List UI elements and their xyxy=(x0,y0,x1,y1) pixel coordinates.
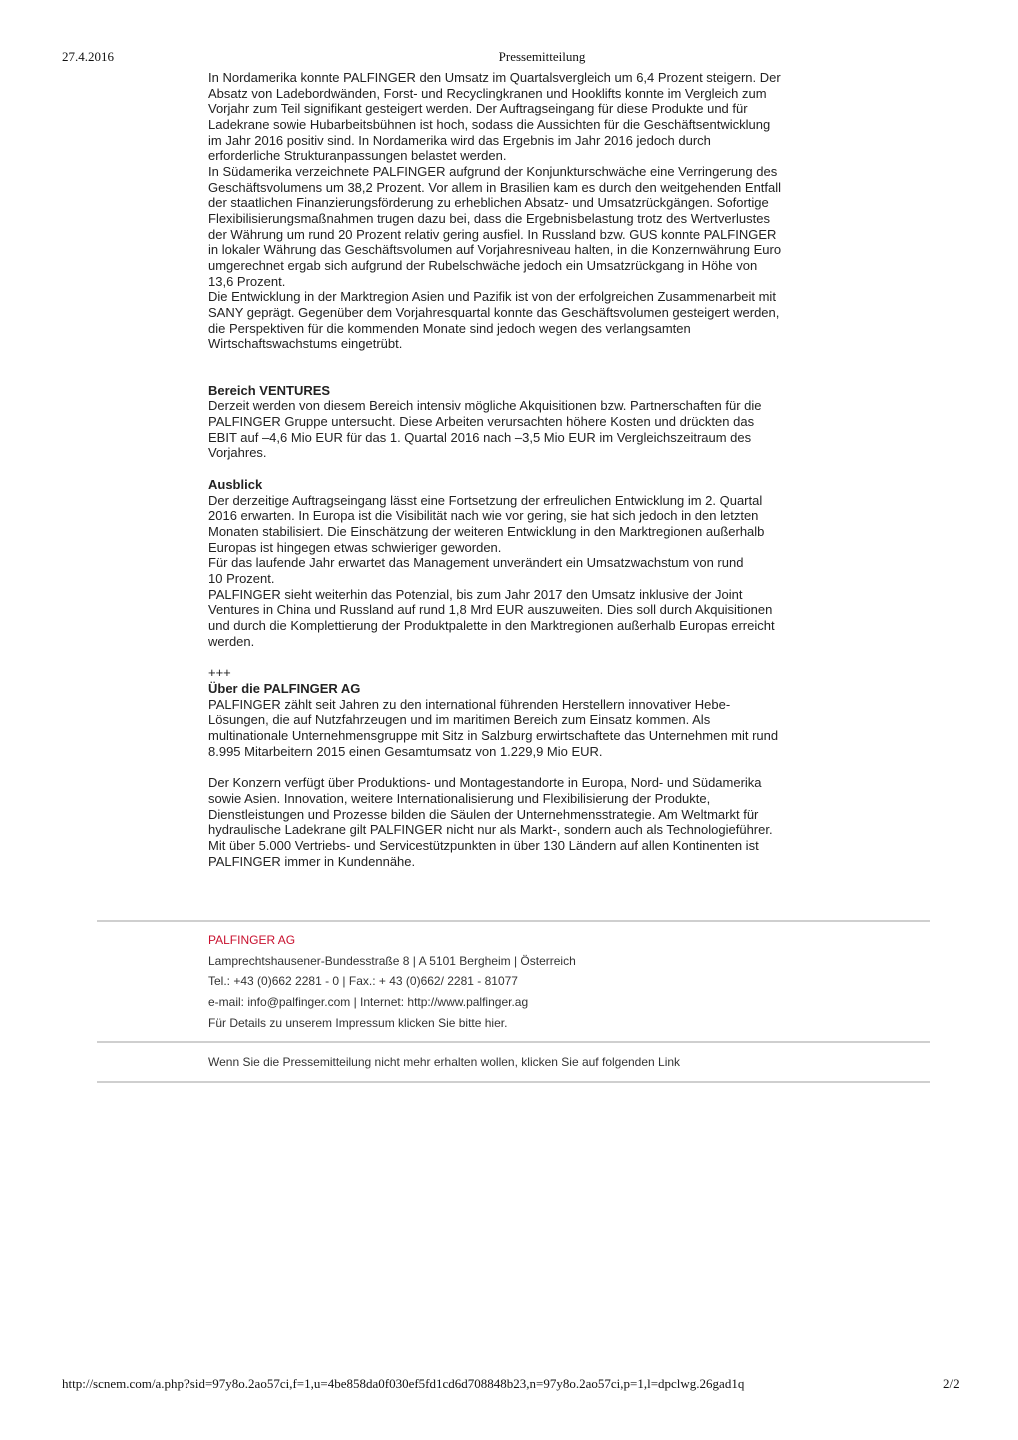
paragraph-south-america: In Südamerika verzeichnete PALFINGER aufgrund der Konjunkturschwäche eine Verringerung des Geschäftsvolumens um 38,2 Prozent. Vor allem in Brasilien kam es durch den weitgehenden Entfall der staatlichen Finanzierungsförderung zu erheblichen Absatz- und Umsatzrückgängen. Sofortige Flexibilisierungsmaßnahmen trugen dazu bei, dass die Ergebnisbelastung trotz des Wertverlustes der Währung um rund 20 Prozent relativ gering ausfiel. In Russland bzw. GUS konnte PALFINGER in lokaler Währung das Geschäftsvolumen auf Vorjahresniveau halten, in die Konzernwährung Euro umgerechnet ergab sich aufgrund der Rubelschwäche jedoch ein Umsatzrückgang in Höhe von 13,6 Prozent. xyxy=(208,163,782,289)
footer-company-name: PALFINGER AG xyxy=(208,933,296,947)
outlook-heading: Ausblick xyxy=(208,477,263,493)
footer-address: Lamprechtshausener-Bundesstraße 8 | A 5101 Bergheim | Österreich xyxy=(208,953,576,968)
about-heading: Über die PALFINGER AG xyxy=(208,680,361,696)
about-paragraph-1: PALFINGER zählt seit Jahren zu den international führenden Herstellern innovativer Hebe- Lösungen, die auf Nutzfahrzeugen und im maritimen Bereich zum Einsatz kommen. Als multinationale Unternehmensgruppe mit Sitz in Salzburg erwirtschaftete das Unternehmen mit rund 8.995 Mitarbeitern 2015 einen Gesamtumsatz von 1.229,9 Mio EUR. xyxy=(208,696,779,759)
paragraph-asia-pacific: Die Entwicklung in der Marktregion Asien und Pazifik ist von der erfolgreichen Zusammenarbeit mit SANY geprägt. Gegenüber dem Vorjahresquartal konnte das Geschäftsvolumen gesteigert werden, die Perspektiven für die kommenden Monate sind jedoch wegen des verlangsamten Wirtschaftswachstums eingetrübt. xyxy=(208,289,780,352)
outlook-paragraph-2: Für das laufende Jahr erwartet das Management unverändert ein Umsatzwachstum von rund 10 Prozent. xyxy=(208,555,744,587)
paragraph-north-america: In Nordamerika konnte PALFINGER den Umsatz im Quartalsvergleich um 6,4 Prozent steigern. Der Absatz von Ladebordwänden, Forst- und Recyclingkranen und Hooklifts konnte im Vergleich zum Vorjahr zum Teil signifikant gesteigert werden. Der Auftragseingang für diese Produkte und für Ladekrane sowie Hubarbeitsbühnen ist hoch, sodass die Aussichten für die Geschäftsentwicklung im Jahr 2016 positiv sind. In Nordamerika wird das Ergebnis im Jahr 2016 jedoch durch erforderliche Strukturanpassungen belastet werden. xyxy=(208,70,781,164)
unsubscribe-link[interactable]: Wenn Sie die Pressemitteilung nicht mehr erhalten wollen, klicken Sie auf folgenden Link xyxy=(208,1055,681,1069)
about-paragraph-2: Der Konzern verfügt über Produktions- und Montagestandorte in Europa, Nord- und Südamerika sowie Asien. Innovation, weitere Internationalisierung und Flexibilisierung der Produkte, Dienstleistungen und Prozesse bilden die Säulen der Unternehmensstrategie. Am Weltmarkt für hydraulische Ladekrane gilt PALFINGER nicht nur als Markt-, sondern auch als Technologieführer. Mit über 5.000 Vertriebs- und Servicestützpunkten in über 130 Ländern auf allen Kontinenten ist PALFINGER immer in Kundennähe. xyxy=(208,775,773,869)
ventures-heading: Bereich VENTURES xyxy=(208,382,331,398)
outlook-paragraph-3: PALFINGER sieht weiterhin das Potenzial, bis zum Jahr 2017 den Umsatz inklusive der Joint Ventures in China und Russland auf rund 1,8 Mrd EUR auszuweiten. Dies soll durch Akquisitionen und durch die Komplettierung der Produktpalette in den Marktregionen außerhalb Europas erreicht werden. xyxy=(208,586,775,649)
print-date: 27.4.2016 xyxy=(62,49,114,64)
company-footer xyxy=(208,930,576,1034)
ventures-text: Derzeit werden von diesem Bereich intensiv mögliche Akquisitionen bzw. Partnerschaften für die PALFINGER Gruppe untersucht. Diese Arbeiten verursachten höhere Kosten und drückten das EBIT auf –4,6 Mio EUR für das 1. Quartal 2016 nach –3,5 Mio EUR im Vergleichszeitraum des Vorjahres. xyxy=(208,398,762,461)
print-title: Pressemitteilung xyxy=(498,49,586,64)
footer-divider-middle xyxy=(97,1041,930,1043)
footer-divider-bottom xyxy=(97,1081,930,1083)
footer-phone: Tel.: +43 (0)662 2281 - 0 | Fax.: + 43 (0)662/ 2281 - 81077 xyxy=(208,974,518,989)
separator: +++ xyxy=(208,665,231,681)
footer-impressum-link[interactable]: Für Details zu unserem Impressum klicken Sie bitte hier. xyxy=(208,1015,508,1030)
footer-contact[interactable]: e-mail: info@palfinger.com | Internet: http://www.palfinger.ag xyxy=(208,995,529,1010)
print-page-number: 2/2 xyxy=(943,1376,960,1391)
footer-divider-top xyxy=(97,920,930,922)
outlook-paragraph-1: Der derzeitige Auftragseingang lässt eine Fortsetzung der erfreulichen Entwicklung im 2. Quartal 2016 erwarten. In Europa ist die Visibilität nach wie vor gering, sie hat sich jedoch in den letzten Monaten stabilisiert. Die Einschätzung der weiteren Entwicklung in den Marktregionen außerhalb Europas ist hingegen etwas schwieriger geworden. xyxy=(208,492,765,555)
press-release-body xyxy=(208,70,828,869)
print-url: http://scnem.com/a.php?sid=97y8o.2ao57ci,f=1,u=4be858da0f030ef5fd1cd6d708848b23,n=97y8o.2ao57ci,p=1,l=dpclwg.26gad1q xyxy=(62,1376,745,1391)
